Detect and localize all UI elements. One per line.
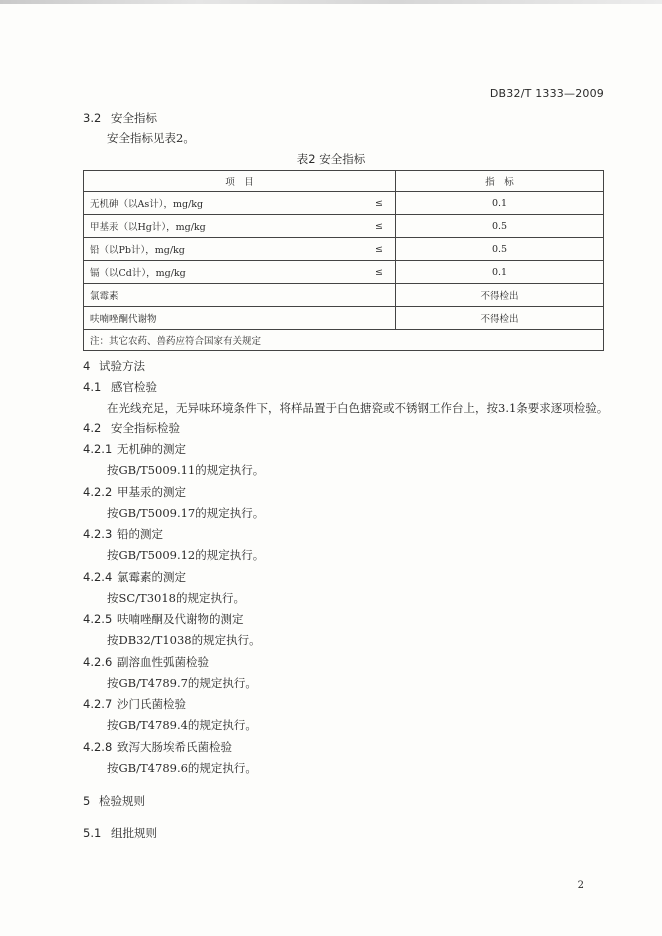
table-cell-item: 氯霉素: [84, 284, 364, 307]
subsection-heading: [83, 654, 209, 670]
subsection-number: 4.2.1: [83, 442, 113, 456]
section-title: 检验规则: [99, 794, 145, 808]
section-title: 安全指标: [111, 111, 157, 125]
subsection-heading: [83, 484, 186, 500]
subsection-heading: [83, 441, 186, 457]
table-cell-value: 0.5: [396, 215, 604, 238]
subsection-heading: [83, 569, 186, 585]
section-number: 3.2: [83, 111, 102, 125]
section-number: 5.1: [83, 826, 102, 840]
table-cell-item: 镉（以Cd计），mg/kg: [84, 261, 364, 284]
section-title: 感官检验: [111, 380, 157, 394]
subsection-title: 无机砷的测定: [117, 442, 186, 456]
section-title: 安全指标检验: [111, 421, 180, 435]
table-cell-item: 甲基汞（以Hg计），mg/kg: [84, 215, 364, 238]
section-title: 试验方法: [99, 359, 145, 373]
subsection-number: 4.2.4: [83, 570, 113, 584]
subsection-title: 致泻大肠埃希氏菌检验: [117, 740, 232, 754]
table-cell-operator: ≤: [363, 192, 396, 215]
safety-index-table: [83, 170, 604, 351]
subsection-heading: [83, 526, 163, 542]
table-cell-item: 呋喃唑酮代谢物: [84, 307, 364, 330]
section-title: 组批规则: [111, 826, 157, 840]
subsection-title: 甲基汞的测定: [117, 485, 186, 499]
subsection-number: 4.2.6: [83, 655, 113, 669]
section-number: 4: [83, 359, 91, 373]
subsection-text: 按GB/T4789.7的规定执行。: [107, 676, 257, 690]
table-row: [84, 261, 604, 284]
table-header-item: 项 目: [84, 171, 396, 192]
subsection-number: 4.2.5: [83, 612, 113, 626]
subsection-heading: [83, 696, 186, 712]
section-heading-5: [83, 793, 145, 809]
page-number: 2: [577, 880, 584, 891]
table-cell-operator: [363, 284, 396, 307]
subsection-number: 4.2.3: [83, 527, 113, 541]
table-row: [84, 307, 604, 330]
scan-edge: [0, 0, 662, 4]
table-cell-operator: ≤: [363, 261, 396, 284]
subsection-heading: [83, 739, 232, 755]
table-row: [84, 215, 604, 238]
table-cell-value: 0.1: [396, 261, 604, 284]
table-header-value: 指 标: [396, 171, 604, 192]
section-heading-4-1: [83, 379, 157, 395]
table-cell-value: 0.5: [396, 238, 604, 261]
subsection-number: 4.2.2: [83, 485, 113, 499]
table-cell-item: 无机砷（以As计），mg/kg: [84, 192, 364, 215]
table-note-row: [84, 330, 604, 351]
subsection-text: 按DB32/T1038的规定执行。: [107, 633, 261, 647]
section-text-3-2: 安全指标见表2。: [107, 131, 195, 145]
section-heading-3-2: [83, 110, 157, 126]
subsection-text: 按GB/T4789.6的规定执行。: [107, 761, 257, 775]
table-row: [84, 238, 604, 261]
subsection-text: 按GB/T5009.12的规定执行。: [107, 548, 265, 562]
section-heading-5-1: [83, 825, 157, 841]
subsection-text: 按GB/T5009.11的规定执行。: [107, 463, 265, 477]
subsection-title: 铅的测定: [117, 527, 163, 541]
table-cell-value: 不得检出: [396, 284, 604, 307]
subsection-text: 按GB/T5009.17的规定执行。: [107, 506, 265, 520]
section-number: 4.2: [83, 421, 102, 435]
table-cell-item: 铅（以Pb计），mg/kg: [84, 238, 364, 261]
table-cell-value: 不得检出: [396, 307, 604, 330]
standard-code: DB32/T 1333—2009: [489, 87, 604, 100]
subsection-number: 4.2.7: [83, 697, 113, 711]
table-row: [84, 192, 604, 215]
section-number: 4.1: [83, 380, 102, 394]
table-note: 注：其它农药、兽药应符合国家有关规定: [84, 330, 604, 351]
subsection-title: 副溶血性弧菌检验: [117, 655, 209, 669]
subsection-title: 沙门氏菌检验: [117, 697, 186, 711]
section-text-4-1: 在光线充足，无异味环境条件下，将样品置于白色搪瓷或不锈钢工作台上，按3.1条要求逐项检验。: [107, 401, 609, 415]
table-header-row: [84, 171, 604, 192]
section-heading-4-2: [83, 420, 180, 436]
section-heading-4: [83, 358, 145, 374]
subsection-text: 按GB/T4789.4的规定执行。: [107, 718, 257, 732]
subsection-number: 4.2.8: [83, 740, 113, 754]
subsection-text: 按SC/T3018的规定执行。: [107, 591, 245, 605]
table-cell-operator: ≤: [363, 215, 396, 238]
table-cell-operator: [363, 307, 396, 330]
table-cell-operator: ≤: [363, 238, 396, 261]
subsection-title: 呋喃唑酮及代谢物的测定: [117, 612, 244, 626]
table-cell-value: 0.1: [396, 192, 604, 215]
table-row: [84, 284, 604, 307]
section-number: 5: [83, 794, 91, 808]
subsection-title: 氯霉素的测定: [117, 570, 186, 584]
table-caption: 表2 安全指标: [296, 152, 366, 166]
subsection-heading: [83, 611, 244, 627]
